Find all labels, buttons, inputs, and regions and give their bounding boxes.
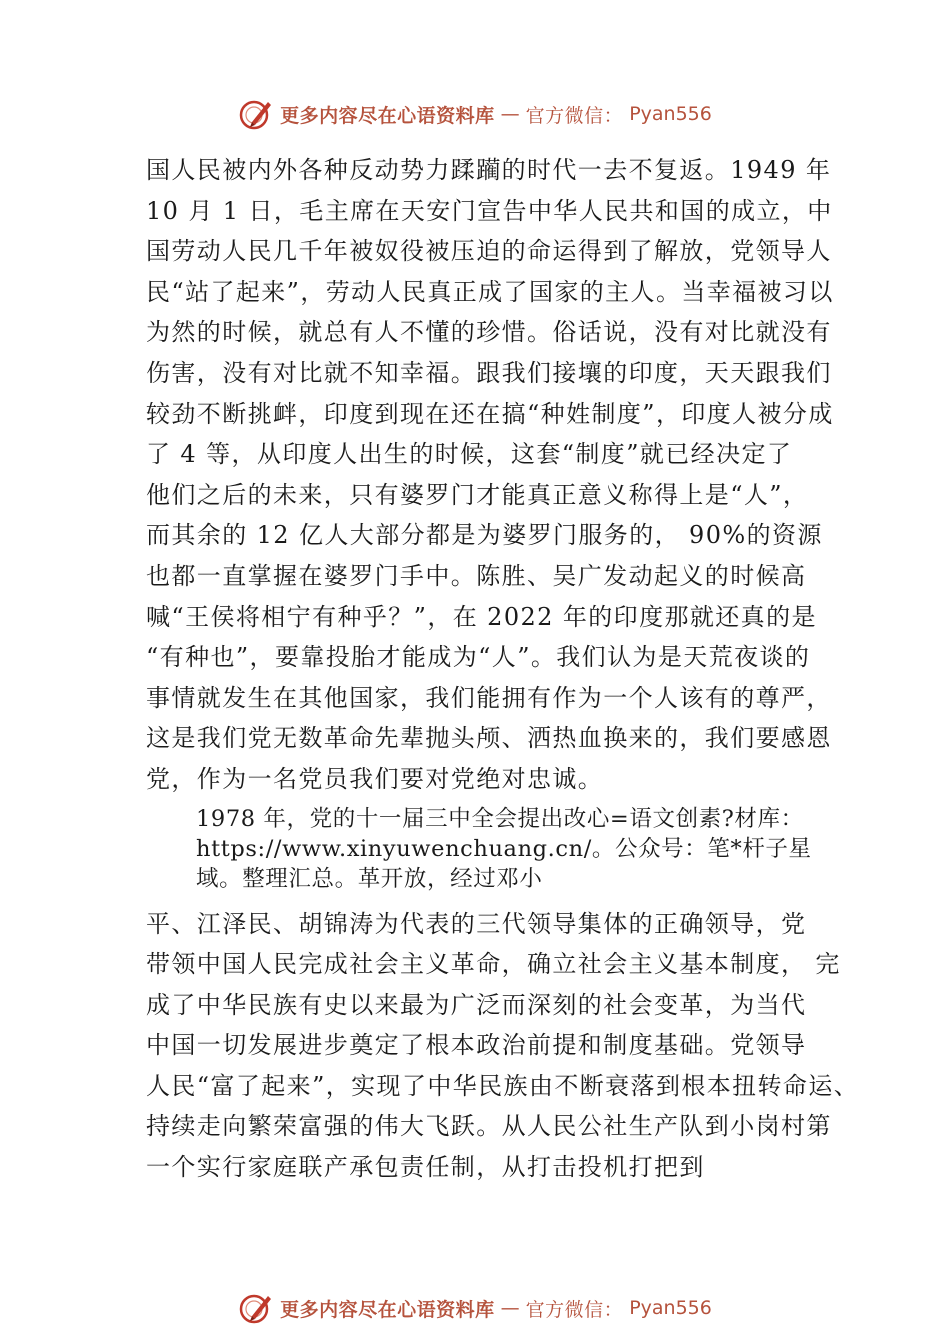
text-line: 而其余的 12 亿人大部分都是为婆罗门服务的， 90%的资源 [146, 521, 823, 550]
text-line: 为然的时候，就总有人不懂的珍惜。俗话说，没有对比就没有 [146, 318, 832, 347]
paragraph-2 [146, 904, 860, 1188]
wechat-id: Pyan556 [629, 1297, 712, 1319]
text-line: 他们之后的未来，只有婆罗门才能真正意义称得上是“人”， [146, 480, 809, 509]
text-line: 平、江泽民、胡锦涛为代表的三代领导集体的正确领导，党 [146, 909, 807, 938]
wechat-label: 官方微信： [525, 104, 624, 127]
banner-separator: — [500, 103, 520, 125]
text-line: 10 月 1 日，毛主席在天安门宣告中华人民共和国的成立，中 [146, 196, 833, 225]
text-line: 成了中华民族有史以来最为广泛而深刻的社会变革，为当代 [146, 990, 807, 1019]
inset-line: https://www.xinyuwenchuang.cn/。公众号：笔*杆子星 [196, 835, 812, 862]
banner-text: 更多内容尽在心语资料库 [280, 104, 495, 127]
text-line: 了 4 等，从印度人出生的时候，这套“制度”就已经决定了 [146, 440, 793, 469]
inset-paragraph [196, 804, 826, 894]
wechat-label: 官方微信： [525, 1298, 624, 1321]
text-line: 伤害，没有对比就不知幸福。跟我们接壤的印度，天天跟我们 [146, 358, 832, 387]
header-banner [0, 92, 950, 136]
inset-line: 1978 年，党的十一届三中全会提出改心=语文创素?材库： [196, 805, 804, 832]
inset-line: 域。整理汇总。革开放，经过邓小 [196, 865, 543, 892]
text-line: 中国一切发展进步奠定了根本政治前提和制度基础。党领导 [146, 1031, 807, 1060]
paragraph-1 [146, 150, 834, 800]
text-line: 较劲不断挑衅，印度到现在还在搞“种姓制度”，印度人被分成 [146, 399, 834, 428]
pen-logo-icon [238, 96, 274, 132]
text-line: 带领中国人民完成社会主义革命，确立社会主义基本制度， 完 [146, 950, 841, 979]
footer-banner [0, 1286, 950, 1330]
text-line: 国劳动人民几千年被奴役被压迫的命运得到了解放，党领导人 [146, 237, 832, 266]
banner-text: 更多内容尽在心语资料库 [280, 1298, 495, 1321]
text-line: 也都一直掌握在婆罗门手中。陈胜、吴广发动起义的时候高 [146, 561, 807, 590]
text-line: 民“站了起来”，劳动人民真正成了国家的主人。当幸福被习以 [146, 277, 834, 306]
text-line: “有种也”，要靠投胎才能成为“人”。我们认为是天荒夜谈的 [146, 643, 811, 672]
text-line: 这是我们党无数革命先辈抛头颅、洒热血换来的，我们要感恩 [146, 724, 832, 753]
text-line: 事情就发生在其他国家，我们能拥有作为一个人该有的尊严， [146, 683, 832, 712]
text-line: 喊“王侯将相宁有种乎？”，在 2022 年的印度那就还真的是 [146, 602, 817, 631]
pen-logo-icon [238, 1290, 274, 1326]
text-line: 一个实行家庭联产承包责任制，从打击投机打把到 [146, 1153, 705, 1182]
banner-separator: — [500, 1297, 520, 1319]
text-line: 人民“富了起来”，实现了中华民族由不断衰落到根本扭转命运、 [146, 1071, 860, 1100]
text-line: 持续走向繁荣富强的伟大飞跃。从人民公社生产队到小岗村第 [146, 1112, 832, 1141]
text-line: 党，作为一名党员我们要对党绝对忠诚。 [146, 764, 604, 793]
text-line: 国人民被内外各种反动势力蹂躏的时代一去不复返。1949 年 [146, 156, 832, 184]
document-body [146, 150, 860, 1188]
wechat-id: Pyan556 [629, 103, 712, 125]
